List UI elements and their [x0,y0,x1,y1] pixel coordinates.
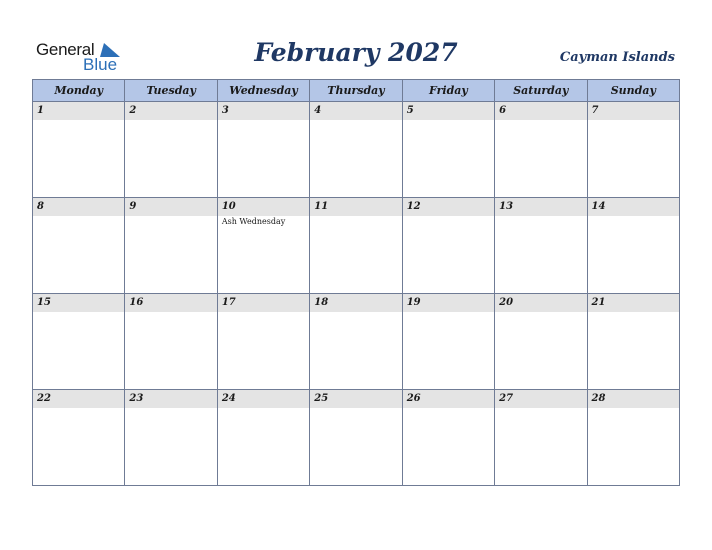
day-number: 12 [403,198,494,216]
day-cell [495,390,587,486]
weekday-header-row [33,80,680,102]
day-number: 25 [310,390,401,408]
weekday-header: Saturday [495,80,587,102]
day-cell [310,390,402,486]
day-cell [495,198,587,294]
day-number: 14 [588,198,679,216]
day-cell [310,198,402,294]
day-cell [33,390,125,486]
day-number: 26 [403,390,494,408]
day-cell [217,102,309,198]
day-cell [495,102,587,198]
day-cell [495,294,587,390]
week-row [33,102,680,198]
day-cell [587,102,679,198]
day-cell [217,390,309,486]
day-number: 10 [218,198,309,216]
day-cell [587,198,679,294]
week-row [33,390,680,486]
day-number: 11 [310,198,401,216]
weekday-header: Tuesday [125,80,217,102]
day-cell [217,294,309,390]
country-label: Cayman Islands [559,50,675,65]
day-event: Ash Wednesday [221,217,286,226]
weekday-header: Sunday [587,80,679,102]
day-number: 6 [495,102,586,120]
logo-general-text: General [36,40,95,59]
day-number: 4 [310,102,401,120]
day-number: 19 [403,294,494,312]
week-row [33,198,680,294]
day-number: 13 [495,198,586,216]
day-cell [402,198,494,294]
day-cell [587,390,679,486]
day-number: 21 [588,294,679,312]
calendar-grid [32,79,680,486]
page-title: February 2027 [254,38,458,67]
day-number: 7 [588,102,679,120]
day-cell [125,198,217,294]
day-number: 9 [125,198,216,216]
day-number: 16 [125,294,216,312]
day-number: 27 [495,390,586,408]
day-cell [33,102,125,198]
day-cell [217,198,309,294]
day-number: 28 [588,390,679,408]
day-number: 17 [218,294,309,312]
day-cell [402,390,494,486]
day-cell [587,294,679,390]
day-number: 15 [33,294,124,312]
day-cell [125,390,217,486]
week-row [33,294,680,390]
day-cell [33,294,125,390]
day-cell [310,102,402,198]
day-number: 1 [33,102,124,120]
day-number: 2 [125,102,216,120]
day-number: 5 [403,102,494,120]
day-cell [402,102,494,198]
day-number: 8 [33,198,124,216]
day-number: 24 [218,390,309,408]
day-cell [310,294,402,390]
weekday-header: Friday [402,80,494,102]
day-number: 22 [33,390,124,408]
day-number: 20 [495,294,586,312]
day-number: 18 [310,294,401,312]
day-cell [125,294,217,390]
weekday-header: Monday [33,80,125,102]
logo-blue-text: Blue [83,55,118,74]
day-number: 23 [125,390,216,408]
day-cell [402,294,494,390]
day-cell [125,102,217,198]
day-number: 3 [218,102,309,120]
weekday-header: Thursday [310,80,402,102]
weekday-header: Wednesday [217,80,309,102]
day-cell [33,198,125,294]
